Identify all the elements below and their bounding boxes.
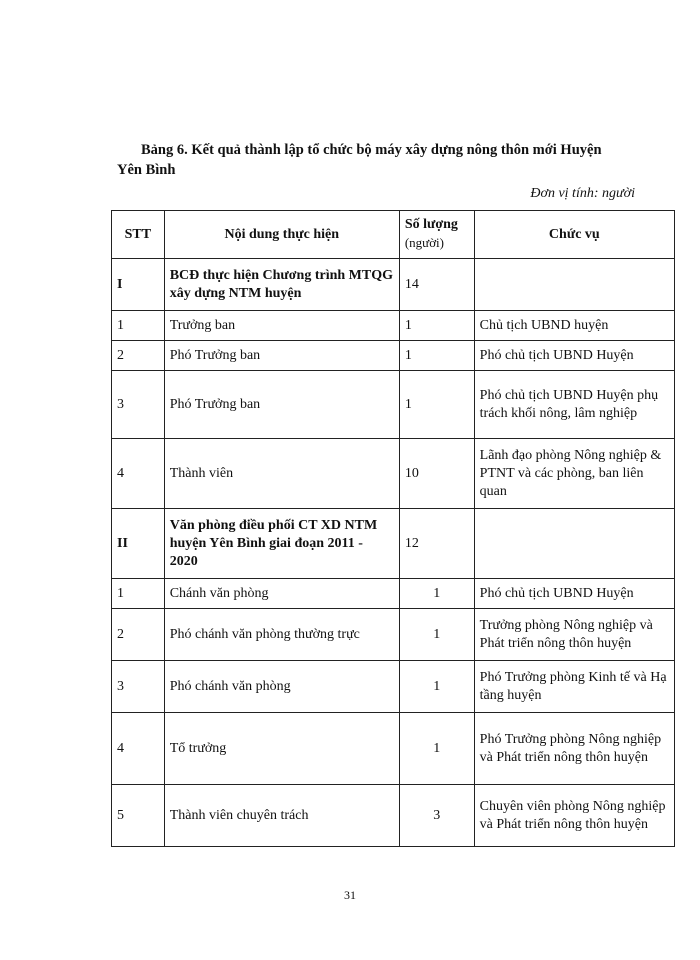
section-quantity: 14 <box>399 259 474 311</box>
row-quantity: 1 <box>399 579 474 609</box>
row-quantity: 1 <box>399 311 474 341</box>
header-content: Nội dung thực hiện <box>164 211 399 259</box>
row-position: Trưởng phòng Nông nghiệp và Phát triển nông thôn huyện <box>474 609 674 661</box>
table-row <box>112 661 675 713</box>
row-content: Phó Trưởng ban <box>164 341 399 371</box>
section-stt: I <box>112 259 165 311</box>
row-content: Phó chánh văn phòng thường trực <box>164 609 399 661</box>
row-quantity: 1 <box>399 713 474 785</box>
row-quantity: 3 <box>399 785 474 847</box>
row-content: Trưởng ban <box>164 311 399 341</box>
row-quantity: 10 <box>399 439 474 509</box>
row-stt: 3 <box>112 661 165 713</box>
page-number: 31 <box>344 888 356 902</box>
organization-table <box>111 210 675 847</box>
row-stt: 1 <box>112 311 165 341</box>
row-content: Tổ trưởng <box>164 713 399 785</box>
header-quantity <box>399 211 474 259</box>
row-quantity: 1 <box>399 371 474 439</box>
header-quantity-unit: (người) <box>404 235 445 250</box>
row-stt: 2 <box>112 609 165 661</box>
row-stt: 4 <box>112 439 165 509</box>
table-title-line-2: Yên Bình <box>117 162 176 178</box>
row-content: Phó Trưởng ban <box>164 371 399 439</box>
table-row <box>112 579 675 609</box>
row-position: Lãnh đạo phòng Nông nghiệp & PTNT và các phòng, ban liên quan <box>474 439 674 509</box>
row-stt: 1 <box>112 579 165 609</box>
table-title-line-1: Bảng 6. Kết quả thành lập tổ chức bộ máy xây dựng nông thôn mới Huyện <box>141 142 602 158</box>
row-quantity: 1 <box>399 609 474 661</box>
row-position: Phó Trưởng phòng Nông nghiệp và Phát triển nông thôn huyện <box>474 713 674 785</box>
table-row <box>112 713 675 785</box>
table-row <box>112 341 675 371</box>
table-row <box>112 785 675 847</box>
header-stt: STT <box>112 211 165 259</box>
row-position: Phó chủ tịch UBND Huyện phụ trách khối nông, lâm nghiệp <box>474 371 674 439</box>
table-header-row <box>112 211 675 259</box>
header-position: Chức vụ <box>474 211 674 259</box>
row-quantity: 1 <box>399 661 474 713</box>
table-row <box>112 311 675 341</box>
row-content: Thành viên chuyên trách <box>164 785 399 847</box>
section-position <box>474 509 674 579</box>
header-quantity-label: Số lượng <box>404 217 458 232</box>
row-stt: 5 <box>112 785 165 847</box>
row-quantity: 1 <box>399 341 474 371</box>
table-row <box>112 439 675 509</box>
table-title <box>117 140 637 180</box>
section-position <box>474 259 674 311</box>
section-row <box>112 509 675 579</box>
section-stt: II <box>112 509 165 579</box>
row-content: Thành viên <box>164 439 399 509</box>
row-position: Phó chủ tịch UBND Huyện <box>474 579 674 609</box>
section-row <box>112 259 675 311</box>
section-content: Văn phòng điều phối CT XD NTM huyện Yên Bình giai đoạn 2011 - 2020 <box>164 509 399 579</box>
row-position: Phó Trưởng phòng Kinh tế và Hạ tầng huyện <box>474 661 674 713</box>
table-row <box>112 371 675 439</box>
row-position: Chủ tịch UBND huyện <box>474 311 674 341</box>
row-position: Chuyên viên phòng Nông nghiệp và Phát triển nông thôn huyện <box>474 785 674 847</box>
unit-note: Đơn vị tính: người <box>530 186 635 201</box>
table-row <box>112 609 675 661</box>
row-stt: 3 <box>112 371 165 439</box>
section-quantity: 12 <box>399 509 474 579</box>
row-stt: 2 <box>112 341 165 371</box>
row-content: Chánh văn phòng <box>164 579 399 609</box>
row-position: Phó chủ tịch UBND Huyện <box>474 341 674 371</box>
row-content: Phó chánh văn phòng <box>164 661 399 713</box>
row-stt: 4 <box>112 713 165 785</box>
section-content: BCĐ thực hiện Chương trình MTQG xây dựng NTM huyện <box>164 259 399 311</box>
